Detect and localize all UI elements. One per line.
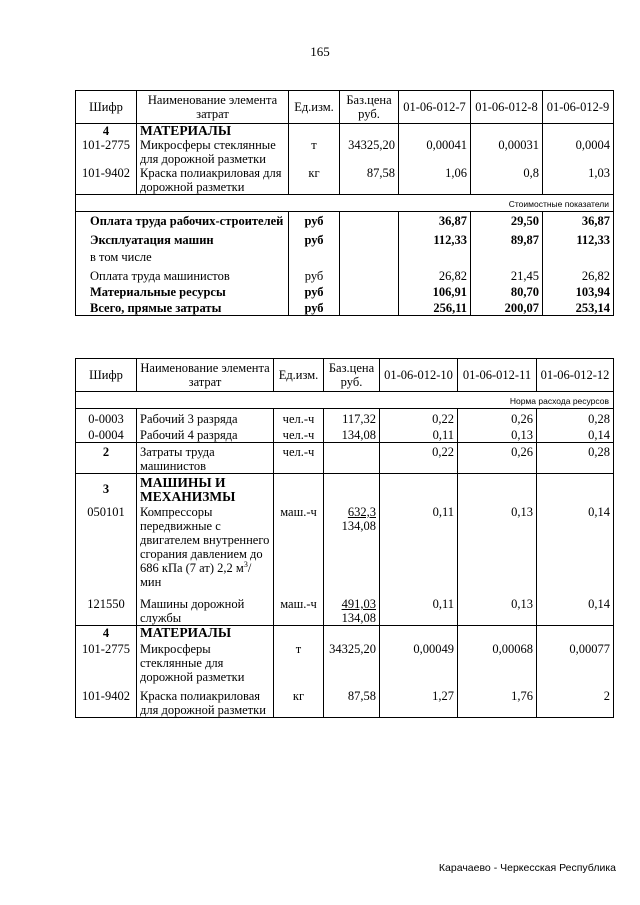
row-unit: т [289, 138, 340, 166]
row-price: 34325,20 [324, 640, 380, 687]
section-code: 3 [76, 474, 137, 505]
row-name: Краска полиакриловая для дорожной разметки [137, 166, 289, 195]
section-title: МАТЕРИАЛЫ [137, 626, 274, 641]
cost-row [76, 283, 614, 299]
row-value-1: 0,11 [380, 504, 458, 591]
table-row [76, 409, 614, 427]
section-title: МАТЕРИАЛЫ [137, 124, 289, 139]
row-unit: маш.-ч [274, 504, 324, 591]
row-price: 491,03 134,08 [324, 591, 380, 626]
row-value-3: 0,14 [537, 426, 614, 443]
row-code: 101-9402 [76, 166, 137, 195]
row-value-3: 0,14 [537, 591, 614, 626]
table-row [76, 687, 614, 718]
cost-value-1: 112,33 [399, 228, 471, 247]
row-value-2: 0,13 [458, 504, 537, 591]
row-value-3: 0,28 [537, 409, 614, 427]
section-code: 4 [76, 124, 137, 139]
table-row [76, 166, 614, 195]
table-header-row [76, 91, 614, 124]
row-value-2: 0,26 [458, 409, 537, 427]
page-number: 165 [310, 44, 330, 59]
cost-unit: руб [289, 283, 340, 299]
row-value-1: 0,22 [380, 409, 458, 427]
row-code: 2 [76, 443, 137, 474]
table-row [76, 443, 614, 474]
row-unit: кг [289, 166, 340, 195]
row-code: 101-2775 [76, 138, 137, 166]
cost-row [76, 264, 614, 283]
row-value-3: 0,14 [537, 504, 614, 591]
header-price: Баз.цена руб. [324, 359, 380, 392]
row-value-2: 0,8 [471, 166, 543, 195]
row-name: Рабочий 3 разряда [137, 409, 274, 427]
cost-value-2: 21,45 [471, 264, 543, 283]
row-value-1: 0,22 [380, 443, 458, 474]
row-price: 632,3 134,08 [324, 504, 380, 591]
header-col-1: 01-06-012-7 [399, 91, 471, 124]
row-name: Машины дорожной службы [137, 591, 274, 626]
row-value-1: 0,00049 [380, 640, 458, 687]
header-name: Наименование элемента затрат [137, 359, 274, 392]
cost-value-2: 29,50 [471, 212, 543, 229]
row-value-2: 0,13 [458, 426, 537, 443]
row-unit: чел.-ч [274, 443, 324, 474]
cost-name: Всего, прямые затраты [76, 299, 289, 316]
cost-value-1: 26,82 [399, 264, 471, 283]
table-row [76, 426, 614, 443]
section-title: МАШИНЫ И МЕХАНИЗМЫ [137, 474, 274, 505]
row-unit: т [274, 640, 324, 687]
cost-value-1: 256,11 [399, 299, 471, 316]
row-value-2: 0,00031 [471, 138, 543, 166]
row-value-1: 0,11 [380, 426, 458, 443]
table-header-row [76, 359, 614, 392]
row-value-3: 2 [537, 687, 614, 718]
table-row [76, 504, 614, 591]
footer-region: Карачаево - Черкесская Республика [438, 862, 616, 874]
row-value-1: 0,00041 [399, 138, 471, 166]
cost-row [76, 212, 614, 229]
cost-row [76, 228, 614, 247]
row-value-2: 0,00068 [458, 640, 537, 687]
row-value-2: 0,26 [458, 443, 537, 474]
norm-caption: Норма расхода ресурсов [76, 392, 614, 409]
header-code: Шифр [76, 91, 137, 124]
row-unit: маш.-ч [274, 591, 324, 626]
table-row [76, 591, 614, 626]
row-unit: кг [274, 687, 324, 718]
row-value-3: 0,00077 [537, 640, 614, 687]
header-price: Баз.цена руб. [340, 91, 399, 124]
row-name: Рабочий 4 разряда [137, 426, 274, 443]
cost-caption: Стоимостные показатели [76, 195, 614, 212]
row-price: 87,58 [340, 166, 399, 195]
row-code: 121550 [76, 591, 137, 626]
row-value-3: 0,0004 [543, 138, 614, 166]
cost-value-2: 80,70 [471, 283, 543, 299]
header-code: Шифр [76, 359, 137, 392]
row-name: Затраты труда машинистов [137, 443, 274, 474]
header-col-2: 01-06-012-8 [471, 91, 543, 124]
cost-value-2: 200,07 [471, 299, 543, 316]
header-col-2: 01-06-012-11 [458, 359, 537, 392]
cost-name: в том числе [76, 247, 289, 264]
row-unit: чел.-ч [274, 426, 324, 443]
cost-unit: руб [289, 212, 340, 229]
row-value-3: 0,28 [537, 443, 614, 474]
row-value-1: 1,27 [380, 687, 458, 718]
row-name: Краска полиакриловая для дорожной разметки [137, 687, 274, 718]
cost-row [76, 299, 614, 316]
cost-row [76, 247, 614, 264]
cost-unit: руб [289, 264, 340, 283]
row-value-1: 1,06 [399, 166, 471, 195]
cost-value-3: 26,82 [543, 264, 614, 283]
resource-table-1 [75, 90, 614, 316]
header-unit: Ед.изм. [289, 91, 340, 124]
header-col-3: 01-06-012-12 [537, 359, 614, 392]
row-value-2: 0,13 [458, 591, 537, 626]
row-code: 0-0004 [76, 426, 137, 443]
cost-value-3: 253,14 [543, 299, 614, 316]
header-col-3: 01-06-012-9 [543, 91, 614, 124]
cost-value-3: 103,94 [543, 283, 614, 299]
cost-unit: руб [289, 228, 340, 247]
cost-unit: руб [289, 299, 340, 316]
cost-value-3: 112,33 [543, 228, 614, 247]
header-name: Наименование элемента затрат [137, 91, 289, 124]
table-row [76, 640, 614, 687]
row-name: Микросферы стеклянные для дорожной разметки [137, 138, 289, 166]
row-value-3: 1,03 [543, 166, 614, 195]
cost-value-1: 36,87 [399, 212, 471, 229]
caption-row [76, 195, 614, 212]
table-row [76, 138, 614, 166]
row-price: 117,32 [324, 409, 380, 427]
row-name: Компрессоры передвижные с двигателем внутреннего сгорания давлением до 686 кПа (7 ат) 2,2 $м^3$/мин [137, 504, 274, 591]
resource-table-2 [75, 358, 614, 718]
cost-name: Оплата труда рабочих-строителей [76, 212, 289, 229]
cost-name: Оплата труда машинистов [76, 264, 289, 283]
row-unit: чел.-ч [274, 409, 324, 427]
cost-name: Материальные ресурсы [76, 283, 289, 299]
row-value-1: 0,11 [380, 591, 458, 626]
section-row [76, 124, 614, 139]
section-row [76, 626, 614, 641]
row-code: 050101 [76, 504, 137, 591]
row-price: 34325,20 [340, 138, 399, 166]
row-price: 134,08 [324, 426, 380, 443]
section-row [76, 474, 614, 505]
section-code: 4 [76, 626, 137, 641]
header-unit: Ед.изм. [274, 359, 324, 392]
cost-value-1: 106,91 [399, 283, 471, 299]
row-code: 101-9402 [76, 687, 137, 718]
cost-value-3: 36,87 [543, 212, 614, 229]
row-code: 101-2775 [76, 640, 137, 687]
header-col-1: 01-06-012-10 [380, 359, 458, 392]
cost-value-2: 89,87 [471, 228, 543, 247]
row-price: 87,58 [324, 687, 380, 718]
cost-name: Эксплуатация машин [76, 228, 289, 247]
row-code: 0-0003 [76, 409, 137, 427]
row-value-2: 1,76 [458, 687, 537, 718]
row-name: Микросферы стеклянные для дорожной разметки [137, 640, 274, 687]
caption-row [76, 392, 614, 409]
